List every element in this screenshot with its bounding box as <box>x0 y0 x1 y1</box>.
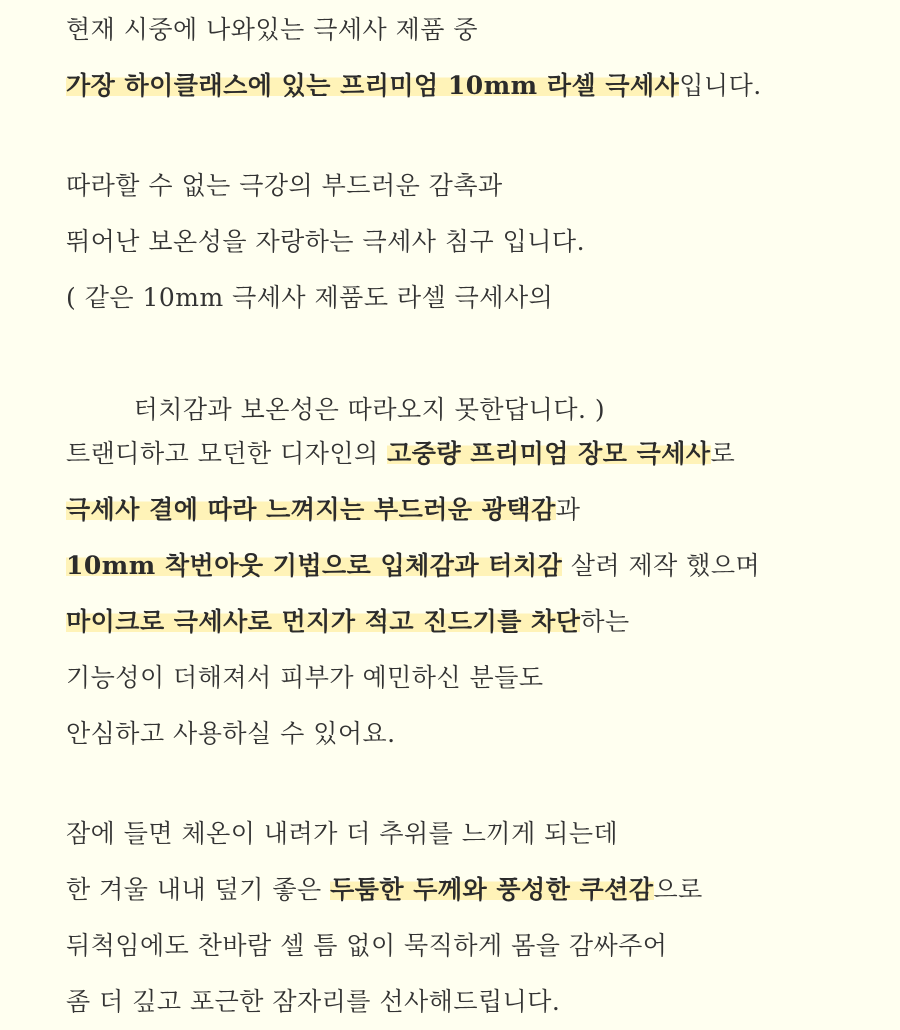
text-line <box>66 806 900 862</box>
highlighted-text: 극세사 결에 따라 느껴지는 부드러운 광택감 <box>66 495 556 524</box>
paragraph-intro <box>66 2 900 114</box>
text-line <box>66 974 900 1030</box>
text-line <box>66 538 900 594</box>
text-run: 따라할 수 없는 극강의 부드러운 감촉과 <box>66 171 503 200</box>
text-run: 한 겨울 내내 덮기 좋은 <box>66 875 331 904</box>
text-run: 으로 <box>653 875 703 904</box>
highlighted-text: 가장 하이클래스에 있는 프리미엄 10mm 라셀 극세사 <box>66 71 680 100</box>
text-run: 하는 <box>580 607 630 636</box>
paragraph-design <box>66 426 900 762</box>
text-line <box>66 326 900 424</box>
text-run: 잠에 들면 체온이 내려가 더 추위를 느끼게 되는데 <box>66 819 619 848</box>
highlighted-text: 10mm 착번아웃 기법으로 입체감과 터치감 <box>66 551 563 580</box>
text-run: 과 <box>555 495 581 524</box>
text-run: 현재 시중에 나와있는 극세사 제품 중 <box>66 15 478 44</box>
text-run: 트랜디하고 모던한 디자인의 <box>66 439 388 468</box>
text-run: 뛰어난 보온성을 자랑하는 극세사 침구 입니다. <box>66 227 586 256</box>
text-line <box>66 862 900 918</box>
text-line <box>66 426 900 482</box>
text-line <box>66 650 900 706</box>
text-run: 뒤척임에도 찬바람 셀 틈 없이 묵직하게 몸을 감싸주어 <box>66 931 668 960</box>
text-line <box>66 594 900 650</box>
text-line <box>66 214 900 270</box>
text-line <box>66 706 900 762</box>
text-line <box>66 158 900 214</box>
text-run: ( 같은 10mm 극세사 제품도 라셀 극세사의 <box>66 283 554 312</box>
highlighted-text: 두툼한 두께와 풍성한 쿠션감 <box>330 875 654 904</box>
paragraph-gap <box>66 762 900 806</box>
text-line <box>66 482 900 538</box>
paragraph-gap <box>66 114 900 158</box>
text-run: 살려 제작 했으며 <box>562 551 761 580</box>
paragraph-softness <box>66 158 900 424</box>
text-run: 로 <box>710 439 736 468</box>
text-line <box>66 2 900 58</box>
text-line <box>66 918 900 974</box>
highlighted-text: 고중량 프리미엄 장모 극세사 <box>387 439 711 468</box>
highlighted-text: 마이크로 극세사로 먼지가 적고 진드기를 차단 <box>66 607 581 636</box>
text-run: 안심하고 사용하실 수 있어요. <box>66 719 396 748</box>
text-run: 기능성이 더해져서 피부가 예민하신 분들도 <box>66 663 544 692</box>
text-line <box>66 270 900 326</box>
paragraph-warmth <box>66 806 900 1030</box>
text-run: 좀 더 깊고 포근한 잠자리를 선사해드립니다. <box>66 987 561 1016</box>
text-line <box>66 58 900 114</box>
text-run: 터치감과 보온성은 따라오지 못한답니다. ) <box>116 395 606 424</box>
text-run: 입니다. <box>679 71 762 100</box>
